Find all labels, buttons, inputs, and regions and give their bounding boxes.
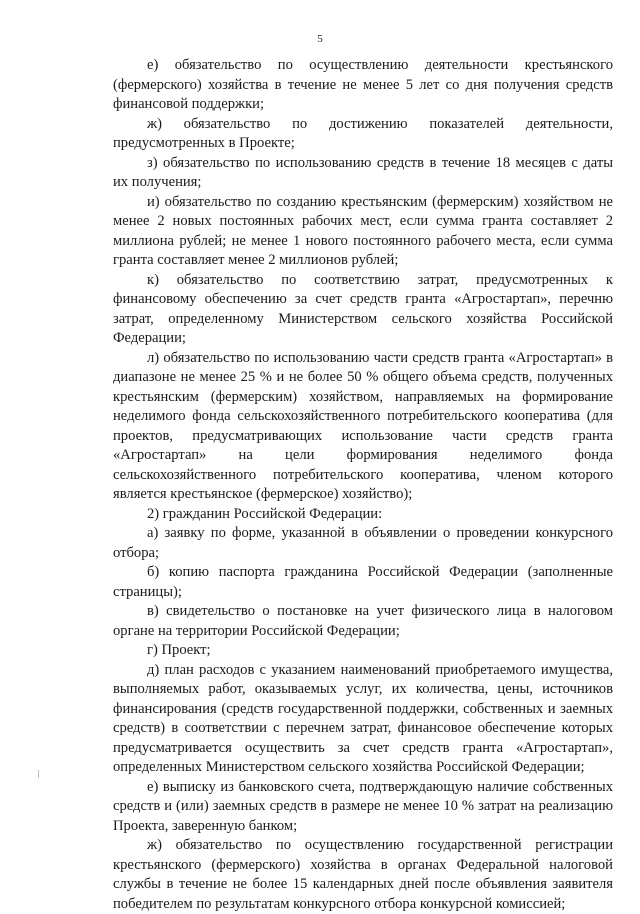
document-body [113, 56, 613, 914]
paragraph-i-obligation-jobs: и) обязательство по созданию крестьянским (фермерским) хозяйством не менее 2 новых постоянных рабочих мест, если сумма гранта составляет 2 миллиона рублей; не менее 1 нового постоянного рабочего места, если сумма гранта составляет менее 2 миллионов рублей; [113, 193, 613, 268]
paragraph-a-application: а) заявку по форме, указанной в объявлении о проведении конкурсного отбора; [113, 525, 613, 561]
paragraph-2-citizen: 2) гражданин Российской Федерации: [147, 505, 383, 522]
paragraph-z-obligation-funds-use: з) обязательство по использованию средств в течение 18 месяцев с даты их получения; [113, 154, 613, 190]
scan-margin-mark [38, 770, 39, 778]
paragraph-v-tax-certificate: в) свидетельство о постановке на учет физического лица в налоговом органе на территории Российской Федерации; [113, 603, 613, 639]
paragraph-g-project: г) Проект; [147, 642, 211, 658]
paragraph-e-obligation-activity: е) обязательство по осуществлению деятельности крестьянского (фермерского) хозяйства в течение не менее 5 лет со дня получения средств финансовой поддержки; [113, 57, 613, 112]
paragraph-l-obligation-cooperative: л) обязательство по использованию части средств гранта «Агростартап» в диапазоне не менее 25 % и не более 50 % общего объема средств, полученных крестьянским (фермерским) хозяйством, направляемых на формирование неделимого фонда сельскохозяйственного потребительского кооператива (для проектов, предусматривающих использование части средств гранта «Агростартап» на цели формирования неделимого фонда сельскохозяйственного потребительского кооператива, членом которого является крестьянское (фермерское) хозяйство); [113, 349, 613, 502]
page-number: 5 [317, 33, 323, 45]
paragraph-b-passport: б) копию паспорта гражданина Российской Федерации (заполненные страницы); [113, 564, 613, 600]
paragraph-e-bank-statement: е) выписку из банковского счета, подтверждающую наличие собственных средств и (или) заемных средств в размере не менее 10 % затрат на реализацию Проекта, заверенную банком; [113, 778, 613, 834]
paragraph-d-expense-plan: д) план расходов с указанием наименований приобретаемого имущества, выполняемых работ, оказываемых услуг, их количества, цены, источников финансирования (средств государственной поддержки, собственных и заемных средств) в соответствии с перечнем затрат, финансовое обеспечение которых предусматривается осуществить за счет средств гранта «Агростартап», определенных Министерством сельского хозяйства Российской Федерации; [113, 661, 613, 775]
paragraph-k-obligation-costs: к) обязательство по соответствию затрат, предусмотренных к финансовому обеспечению за счет средств гранта «Агростартап», перечню затрат, определенному Министерством сельского хозяйства Российской Федерации; [113, 271, 613, 346]
paragraph-zh-registration: ж) обязательство по осуществлению государственной регистрации крестьянского (фермерского) хозяйства в органах Федеральной налоговой службы в течение не более 15 календарных дней после объявления заявителя победителем по результатам конкурсного отбора конкурсной комиссией; [113, 837, 613, 912]
paragraph-zh-obligation-indicators: ж) обязательство по достижению показателей деятельности, предусмотренных в Проекте; [113, 115, 613, 151]
